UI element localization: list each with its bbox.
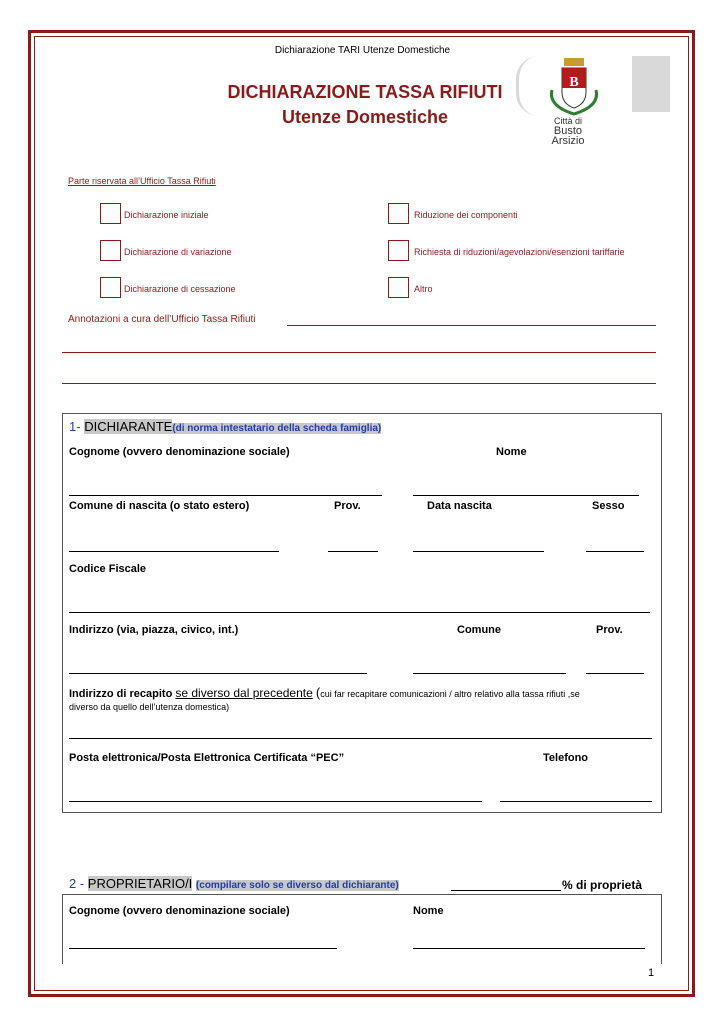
input-codice-fiscale[interactable] (69, 612, 650, 613)
section1-heading: 1- DICHIARANTE(di norma intestatario della scheda famiglia) (69, 419, 382, 434)
input-nome-proprietario[interactable] (413, 948, 645, 949)
input-prov2[interactable] (586, 673, 644, 674)
label-nome-proprietario: Nome (413, 905, 444, 917)
input-percentuale[interactable] (451, 890, 561, 891)
input-pec[interactable] (69, 801, 482, 802)
city-logo (516, 56, 670, 147)
label-telefono: Telefono (543, 752, 589, 764)
label-data-nascita: Data nascita (427, 500, 492, 512)
input-comune-nascita[interactable] (69, 551, 279, 552)
input-data-nascita[interactable] (413, 551, 544, 552)
checkbox-riduzione-componenti[interactable] (388, 203, 409, 224)
option-label: Altro (414, 284, 433, 294)
section2-heading: 2 - PROPRIETARIO/I (compilare solo se diverso dal dichiarante) (69, 876, 399, 891)
annotations-label: Annotazioni a cura dell’Ufficio Tassa Rifiuti (68, 314, 256, 325)
option-label: Dichiarazione di cessazione (124, 284, 236, 294)
percent-label: % di proprietà (562, 878, 643, 892)
input-sesso[interactable] (586, 551, 644, 552)
label-indirizzo: Indirizzo (via, piazza, civico, int.) (69, 624, 239, 636)
label-codice-fiscale: Codice Fiscale (69, 563, 147, 575)
input-prov[interactable] (328, 551, 378, 552)
checkbox-altro[interactable] (388, 277, 409, 298)
recapito-heading: Indirizzo di recapito se diverso dal precedente (cui far recapitare comunicazioni / altro relativo alla tassa rifiuti ,se (69, 685, 580, 700)
annotations-line[interactable] (62, 352, 656, 353)
option-label: Riduzione dei componenti (414, 210, 518, 220)
recapito-note: diverso da quello dell’utenza domestica) (69, 702, 230, 712)
checkbox-dichiarazione-cessazione[interactable] (100, 277, 121, 298)
label-comune-nascita: Comune di nascita (o stato estero) (69, 500, 250, 512)
label-cognome-proprietario: Cognome (ovvero denominazione sociale) (69, 905, 290, 917)
shield-letter: B (569, 75, 579, 90)
label-comune: Comune (457, 624, 501, 636)
label-pec: Posta elettronica/Posta Elettronica Certificata “PEC” (69, 752, 345, 764)
option-label: Richiesta di riduzioni/agevolazioni/esenzioni tariffarie (414, 247, 625, 257)
running-header: Dichiarazione TARI Utenze Domestiche (274, 45, 451, 56)
label-prov: Prov. (334, 500, 361, 512)
input-cognome-proprietario[interactable] (69, 948, 337, 949)
ufficio-label: Parte riservata all’Ufficio Tassa Rifiuti (68, 176, 216, 186)
input-indirizzo[interactable] (69, 673, 367, 674)
city-name: Città di Busto Arsizio (551, 116, 585, 147)
logo-arc (516, 56, 539, 116)
annotations-line[interactable] (287, 325, 656, 326)
checkbox-dichiarazione-variazione[interactable] (100, 240, 121, 261)
input-cognome[interactable] (69, 495, 382, 496)
page-number: 1 (648, 967, 655, 979)
input-telefono[interactable] (500, 801, 652, 802)
document-title: DICHIARAZIONE TASSA RIFIUTI (227, 82, 503, 102)
coat-of-arms-icon (544, 56, 604, 116)
label-prov: Prov. (596, 624, 623, 636)
label-cognome: Cognome (ovvero denominazione sociale) (69, 446, 290, 458)
input-recapito[interactable] (69, 738, 652, 739)
input-comune[interactable] (413, 673, 566, 674)
input-nome[interactable] (413, 495, 639, 496)
checkbox-richiesta-riduzioni[interactable] (388, 240, 409, 261)
label-nome: Nome (496, 446, 527, 458)
label-sesso: Sesso (592, 500, 625, 512)
annotations-line[interactable] (62, 383, 656, 384)
logo-gray-block (632, 56, 670, 112)
option-label: Dichiarazione di variazione (124, 247, 232, 257)
checkbox-dichiarazione-iniziale[interactable] (100, 203, 121, 224)
option-label: Dichiarazione iniziale (124, 210, 209, 220)
document-subtitle: Utenze Domestiche (281, 107, 449, 127)
